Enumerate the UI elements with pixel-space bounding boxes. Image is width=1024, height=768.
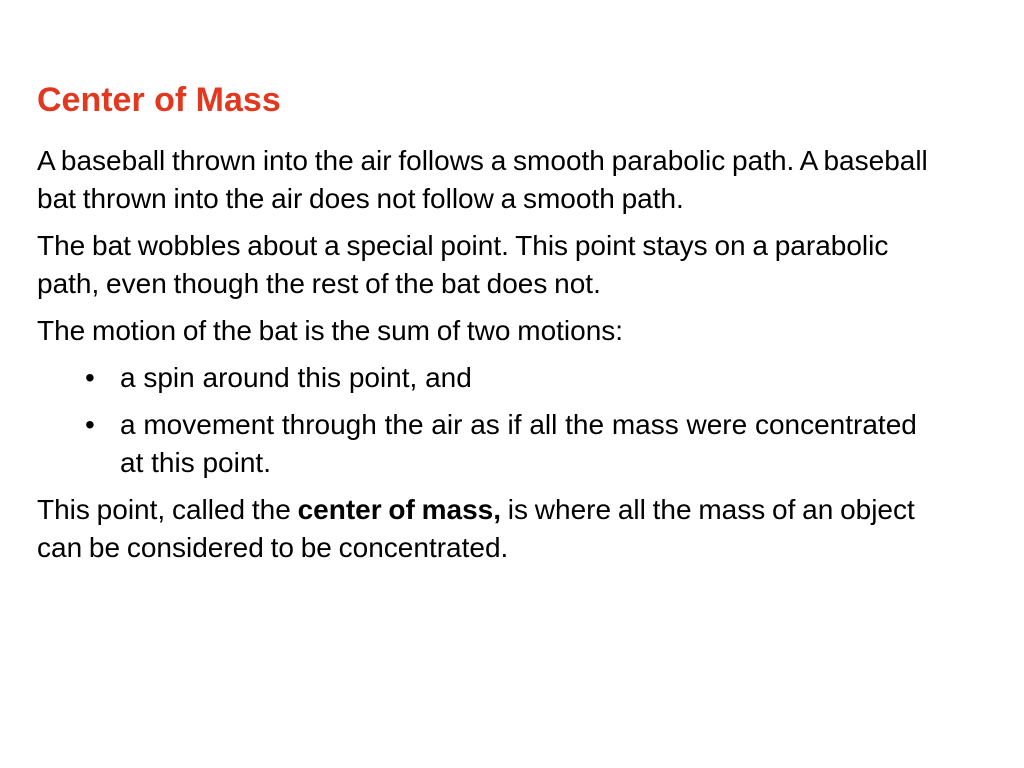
definition-lead: This point, called the (37, 494, 298, 525)
list-item (37, 359, 937, 397)
slide-body (37, 142, 937, 576)
bullet-icon: • (85, 409, 95, 440)
definition-rest: is where all the mass of an object can be considered to be concentrated. (37, 494, 915, 563)
slide-title: Center of Mass (37, 81, 281, 119)
paragraph-two-motions: The motion of the bat is the sum of two motions: (37, 315, 624, 346)
list-item (37, 406, 937, 482)
definition-term: center of mass, (297, 494, 502, 525)
bullet-icon: • (85, 362, 95, 393)
bullet-text: a spin around this point, and (120, 362, 472, 393)
motions-list (37, 359, 937, 482)
paragraph-bat-wobbles: The bat wobbles about a special point. This point stays on a parabolic path, even though the rest of the bat does not. (37, 230, 889, 299)
paragraph-baseball: A baseball thrown into the air follows a smooth parabolic path. A baseball bat thrown into the air does not follow a smooth path. (37, 145, 928, 214)
bullet-text: a movement through the air as if all the mass were concentrated at this point. (120, 409, 917, 478)
paragraph-center-of-mass (37, 491, 937, 567)
